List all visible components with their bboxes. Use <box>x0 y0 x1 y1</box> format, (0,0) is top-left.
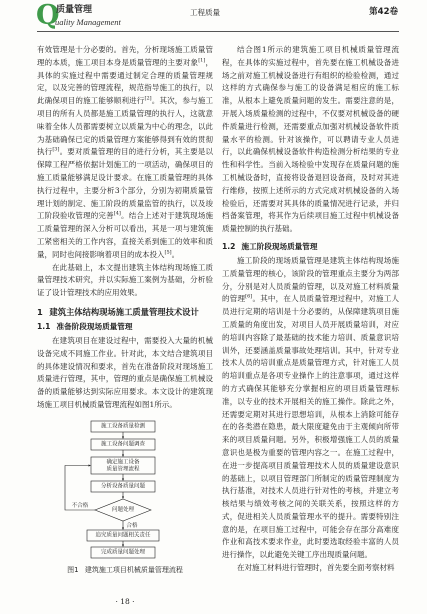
citation-mark: [4] <box>113 210 121 217</box>
subsection-1-2-number: 1.2 <box>222 241 236 251</box>
figure-1-caption <box>37 565 213 575</box>
subsection-1-1-heading <box>37 321 213 333</box>
citation-mark: [5] <box>164 249 172 256</box>
left-column <box>37 44 213 594</box>
citation-mark: [3] <box>52 146 60 153</box>
right-paragraph-3 <box>222 562 399 575</box>
flow-step-2-label: 施工设备问题调查 <box>100 441 146 448</box>
paragraph-text: 在对施工材料进行管理时，首先要全面考察材料 <box>237 563 395 573</box>
subsection-1-1-number: 1.1 <box>37 321 51 331</box>
flow-step-3-label-line-1: 确定施工设备 <box>106 459 140 466</box>
decision-label: 问题处理 <box>111 506 135 513</box>
flow-step-1-label: 施工设备质量检测 <box>100 423 146 430</box>
citation-mark: [6] <box>245 293 253 300</box>
paragraph-text: 在此基础上，本文提出建筑主体结构现场施工质量管理技术研究，并以实际施工案例为基础，分析验证了设计管理技术的应用效果。 <box>37 262 213 298</box>
paragraph-text: 有效管理是十分必要的。首先，分析现场施工质量管理的本质，施工项目本身是质量管理的主要对象 <box>37 45 213 67</box>
paragraph-text: 。要对质量管理的目的进行分析，其主要是以保障工程严格依据计划施工的一项活动，确保项目的施工质量能够满足设计要求。在施工质量管理的具体执行过程中，主要分析3个部分，分别为初期质量管理计划的制定、施工阶段的质量监管的执行，以及竣工阶段验收管理的完善 <box>37 147 213 221</box>
subsection-1-2-heading <box>222 241 399 253</box>
subsection-1-2-title: 施工阶段现场质量管理 <box>241 241 318 251</box>
flow-step-4-label: 分析设备质量问题 <box>100 483 146 490</box>
paragraph-text: 。其中，在人员质量管理过程中，对施工人员进行定期的培训是十分必要的，从保障建筑项目施工质量的角度出发，对项目人员开展质量培训，对应的培训内容除了最基础的技术能力培训、质量意识培训外，还要涵盖质量事故处理培训。其中，针对专业技术人员的培训重点是质量管理方式，针对施工人员的培训重点是各项专业操作上的注意事项，通过这样的方式确保其能够充分掌握相应的项目质量管理标准，以专业的技术开展相关的施工操作。除此之外，还需要定期对其进行思想培训，从根本上消除可能存在的各类潜在隐患，最大限度避免由于主观倾向所带来的项目质量问题。另外，积极增强施工人员的质量意识也是极为重要的管理内容之一。在施工过程中，在进一步提高项目质量管理技术人员的质量建设意识的基础上，以项目管理部门所制定的质量管理制度为执行基准，对技术人员进行针对性的考核，并建立考核结果与绩效考核之间的关联关系，按照这样的方式，促进相关人员质量管理水平的提升。需要特别注意的是，在项目施工过程中，可能会存在部分高难度作业和高技术要求作业，此时要选取经验丰富的人员进行操作，以此避免关键工序出现质量问题。 <box>222 294 399 560</box>
left-paragraph-1 <box>37 44 213 262</box>
journal-title-en: uality Management <box>55 17 121 27</box>
page-number: · 18 · <box>115 597 135 606</box>
pass-label: 合格 <box>126 522 138 529</box>
figure-1-caption-label: 图1 <box>67 565 79 574</box>
section-1-title: 建筑主体结构现场施工质量管理技术设计 <box>49 306 199 317</box>
section-1-number: 1 <box>37 306 43 317</box>
journal-title-cn: 质量管理 <box>56 5 93 15</box>
paragraph-text: ，具体的实施过程中需要通过制定合理的质量管理规定，以及完善的管理流程，规范指导施工的执行，以此确保项目的施工能够顺利进行 <box>37 57 213 106</box>
paragraph-text: 。 <box>171 249 180 259</box>
journal-logo-q: Q <box>36 0 60 31</box>
fail-label: 不合格 <box>71 502 89 509</box>
header-rule <box>37 31 399 32</box>
section-1-heading <box>37 306 213 318</box>
paragraph-text: 。结合上述对于建筑现场施工质量管理的深入分析可以看出，其是一项与建筑施工紧密相关的工作内容，直接关系到施工的效率和质量，同时也间接影响着项目的成本投入 <box>37 211 213 259</box>
flow-step-6-label: 完成质量问题处理 <box>100 549 146 556</box>
flow-step-5-label: 追究质量问题相关责任 <box>95 532 151 539</box>
volume-label: 第42卷 <box>369 7 398 17</box>
citation-mark: [2] <box>144 95 152 102</box>
left-paragraph-2 <box>37 262 213 300</box>
citation-mark: [1] <box>198 57 206 64</box>
paragraph-text: 。其次，参与施工项目的所有人员都是施工质量管理的执行人，这就意味着全体人员都需要树立以质量为中心的理念，以此为基础确保已定的质量管理方案能够得到有效的贯彻执行 <box>37 96 213 157</box>
left-paragraph-3 <box>37 335 213 412</box>
subsection-1-1-title: 准备阶段现场质量管理 <box>56 321 133 331</box>
right-paragraph-2 <box>222 255 399 562</box>
paragraph-text: 结合图1所示的建筑施工项目机械质量管理流程，在具体的实施过程中，首先要在施工机械设备进场之前对施工机械设备进行有组织的检验检测，通过这样的方式确保参与施工的设备满足相应的施工标准，从根本上避免质量问题的发生。需要注意的是，开展入场质量检测的过程中，不仅要对机械设备的硬件质量进行检测，还需要重点加强对机械设备软件质量水平的检测。针对该操作，可以聘请专业人员进行，以此确保机械设备软件构造检测分析结果的专业性和科学性。当前入场检验中发现存在质量问题的施工机械设备时，直接将设备退回设备商，及时对其进行维修，按照上述所示的方式完成对机械设备的入场检验后，还需要对其具体的质量情况进行记录，并归档备案管理，将其作为后续项目施工过程中机械设备质量控制的执行基础。 <box>222 45 399 234</box>
running-section-label: 工程质量 <box>190 8 220 17</box>
figure-1 <box>37 418 213 575</box>
right-paragraph-1 <box>222 44 399 236</box>
paragraph-text: 施工阶段的现场质量管理是建筑主体结构现场施工质量管理的核心，该阶段的管理重点主要分为两部分，分别是对人员质量的管理，以及对施工材料质量的管理 <box>222 255 399 304</box>
paragraph-text: 在建筑项目在建设过程中，需要投入大量的机械设备完成不同施工作业。针对此，本文结合建筑项目的具体建设情况和要求，首先在准备阶段对现场施工质量进行管理，其中，管理的重点是确保施工机械设备的质量能够达到实际应用要求。本文设计的建筑现场施工项目机械质量管理流程如图1所示。 <box>37 335 213 409</box>
figure-1-caption-text: 建筑施工项目机械质量管理流程 <box>84 565 183 574</box>
flowchart <box>37 418 213 560</box>
flow-step-3-label-line-2: 质量管理流程 <box>106 466 140 473</box>
right-column <box>222 44 399 610</box>
